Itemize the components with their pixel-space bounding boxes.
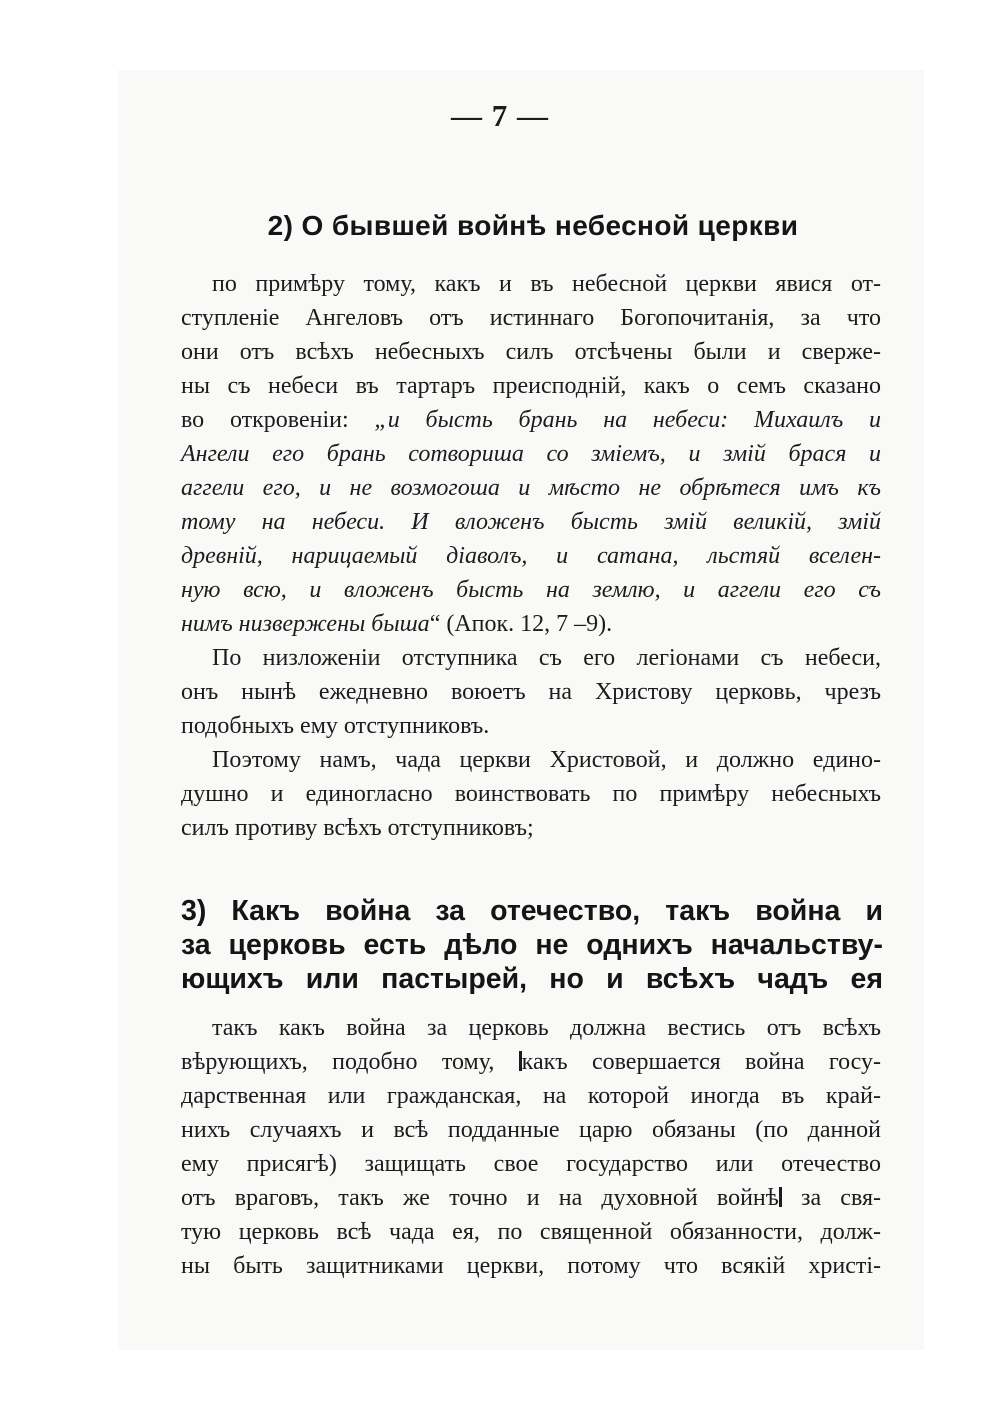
text-line: ны быть защитниками церкви, потому что всякій христі-	[181, 1253, 881, 1279]
text-line	[181, 403, 881, 437]
text-span: отъ враговъ, такъ же точно и на духовной войнѣ	[181, 1185, 779, 1211]
text-line	[181, 607, 881, 641]
text-line: По низложеніи отступника съ его легіонами съ небеси,	[212, 645, 881, 671]
quote-line: аггели его, и не возмогоша и мѣсто не обрѣтеся имъ къ	[181, 475, 881, 501]
text-line	[181, 1045, 881, 1079]
text-line: душно и единогласно воинствовать по примѣру небесныхъ	[181, 781, 881, 807]
text-line: ны съ небеси въ тартаръ преисподній, какъ о семъ сказано	[181, 373, 881, 399]
text-line: по примѣру тому, какъ и въ небесной церкви явися от-	[212, 271, 881, 297]
text-line: подобныхъ ему отступниковъ.	[181, 713, 490, 739]
quote-span: нимъ низвержены быша	[181, 611, 430, 637]
text-line	[181, 1181, 881, 1215]
text-line: ступленіе Ангеловъ отъ истиннаго Богопочитанія, за что	[181, 305, 881, 331]
quote-line: Ангели его брань сотвориша со зміемъ, и змій брася и	[181, 441, 881, 467]
text-span: какъ совершается война госу-	[521, 1049, 882, 1075]
section-3-heading-line: за церковь есть дѣло не однихъ начальству-	[181, 929, 883, 961]
section-3-heading-line: 3) Какъ война за отечество, такъ война и	[181, 895, 883, 927]
quote-line: древній, нарицаемый діаволъ, и сатана, льстяй вселен-	[181, 543, 881, 569]
citation-span: “ (Апок. 12, 7 –9).	[429, 611, 613, 637]
text-span: вѣрующихъ, подобно тому,	[181, 1049, 519, 1075]
text-line: силъ противу всѣхъ отступниковъ;	[181, 815, 534, 841]
text-line: нихъ случаяхъ и всѣ подданные царю обязаны (по данной	[181, 1117, 881, 1143]
text-line: ему присягѣ) защищать свое государство или отечество	[181, 1151, 881, 1177]
text-span: во откровеніи:	[181, 407, 375, 433]
quote-line: тому на небеси. И вложенъ бысть змій великій, змій	[181, 509, 881, 535]
text-line: онъ нынѣ ежедневно воюетъ на Христову церковь, чрезъ	[181, 679, 881, 705]
text-line: дарственная или гражданская, на которой иногда въ край-	[181, 1083, 881, 1109]
text-line: они отъ всѣхъ небесныхъ силъ отсѣчены были и сверже-	[181, 339, 881, 365]
section-2-heading: 2) О бывшей войнѣ небесной церкви	[267, 210, 799, 241]
text-line: тую церковь всѣ чада ея, по священной обязанности, долж-	[181, 1219, 881, 1245]
text-span: за свя-	[781, 1185, 881, 1211]
quote-span: „и бысть брань на небеси: Михаилъ и	[374, 407, 881, 433]
page-number: — 7 —	[451, 98, 549, 133]
text-line: Поэтому намъ, чада церкви Христовой, и должно едино-	[212, 747, 881, 773]
section-3-heading-line: ющихъ или пастырей, но и всѣхъ чадъ ея	[181, 963, 883, 995]
quote-line: ную всю, и вложенъ бысть на землю, и аггели его съ	[181, 577, 881, 603]
text-line: такъ какъ война за церковь должна вестись отъ всѣхъ	[212, 1015, 881, 1041]
